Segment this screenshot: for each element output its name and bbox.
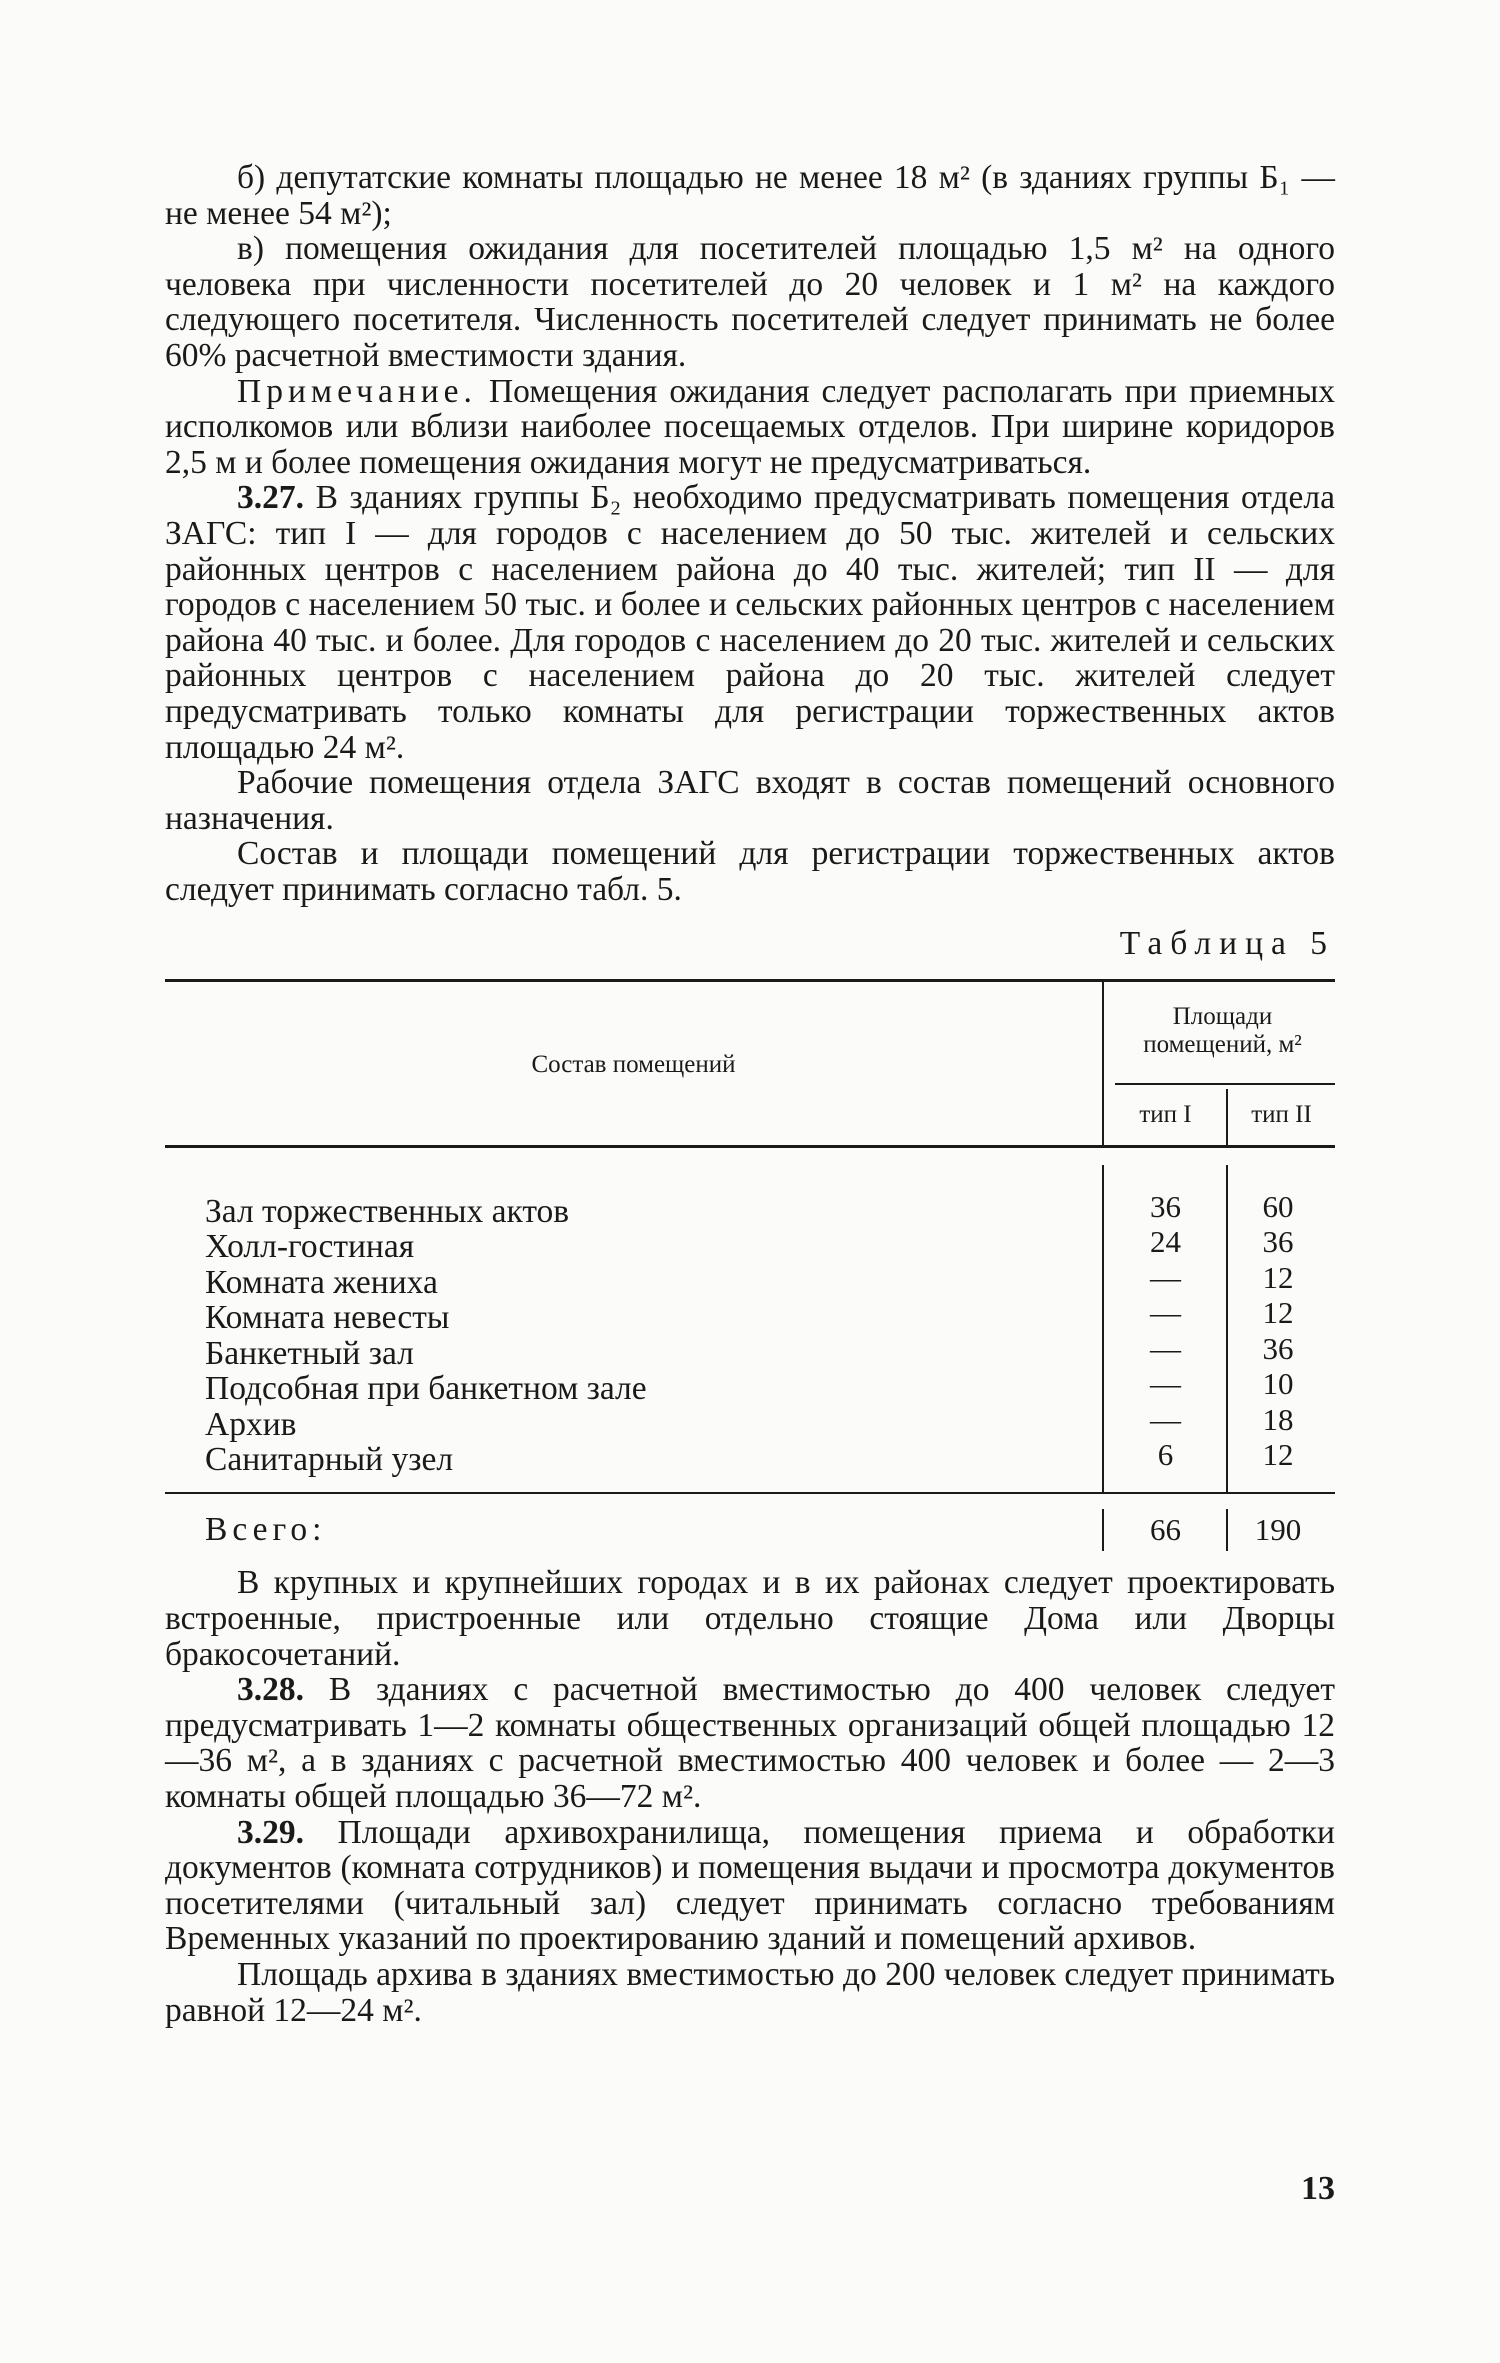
row-t1-7: 6 bbox=[1157, 1437, 1174, 1473]
table-subheader-rule bbox=[1115, 1083, 1335, 1085]
paragraph-3-29 bbox=[165, 1815, 1335, 1957]
clause-number-3-27: 3.27. bbox=[237, 479, 304, 517]
row-name-5: Подсобная при банкетном зале bbox=[205, 1370, 647, 1408]
paragraph-composition: Состав и площади помещений для регистрации торжественных актов следует принимать согласно табл. 5. bbox=[165, 835, 1335, 908]
row-t2-2: 12 bbox=[1262, 1260, 1294, 1296]
row-name-3: Комната невесты bbox=[205, 1299, 450, 1337]
row-t2-6: 18 bbox=[1262, 1402, 1294, 1438]
clause-text-3-27: В зданиях группы Б₂ необходимо предусматривать помещения отдела ЗАГС: тип I — для городов с населением до 50 тыс. жителей и сельских районных центров с населением района до 40 тыс. жителей; тип II — для городов с населением 50 тыс. и более и сельских районных центров с населением района 40 тыс. и более. Для городов с населением до 20 тыс. жителей и сельских районных центров с населением района до 20 тыс. жителей следует предусматривать только комнаты для регистрации торжественных актов площадью 24 м². bbox=[165, 479, 1335, 766]
row-name-7: Санитарный узел bbox=[205, 1441, 454, 1479]
table-vline-body-1 bbox=[1102, 1165, 1104, 1492]
paragraph-note bbox=[165, 374, 1335, 481]
paragraph-work-rooms: Рабочие помещения отдела ЗАГС входят в состав помещений основного назначения. bbox=[165, 764, 1335, 837]
row-t2-4: 36 bbox=[1262, 1331, 1294, 1367]
row-t1-5: — bbox=[1150, 1366, 1181, 1402]
row-name-2: Комната жениха bbox=[205, 1264, 438, 1302]
header-rooms: Состав помещений bbox=[531, 1051, 736, 1079]
paragraph-deputy-rooms: б) депутатские комнаты площадью не менее 18 м² (в зданиях группы Б₁ — не менее 54 м²); bbox=[165, 159, 1335, 232]
row-t1-2: — bbox=[1150, 1260, 1181, 1296]
row-t2-1: 36 bbox=[1262, 1224, 1294, 1260]
note-text: Помещения ожидания следует располагать при приемных исполкомов или вблизи наиболее посещаемых отделов. При ширине коридоров 2,5 м и более помещения ожидания могут не предусматриваться. bbox=[165, 372, 1335, 481]
paragraph-waiting-rooms: в) помещения ожидания для посетителей площадью 1,5 м² на одного человека при численности посетителей до 20 человек и 1 м² на каждого следующего посетителя. Численность посетителей следует принимать не более 60% расчетной вместимости здания. bbox=[165, 230, 1335, 374]
clause-text-3-29: Площади архивохранилища, помещения приема и обработки документов (комната сотрудников) и помещения выдачи и просмотра документов посетителями (читальный зал) следует принимать согласно требованиям Временных указаний по проектированию зданий и помещений архивов. bbox=[165, 1813, 1335, 1958]
row-t1-6: — bbox=[1150, 1402, 1181, 1438]
row-t2-0: 60 bbox=[1262, 1189, 1294, 1225]
total-type-2: 190 bbox=[1254, 1512, 1302, 1548]
table-total-rule bbox=[165, 1492, 1335, 1494]
row-name-0: Зал торжественных актов bbox=[205, 1193, 570, 1231]
page-number: 13 bbox=[1301, 2170, 1335, 2207]
header-type-1: тип I bbox=[1139, 1101, 1192, 1129]
clause-number-3-29: 3.29. bbox=[237, 1813, 304, 1851]
row-t2-3: 12 bbox=[1262, 1295, 1294, 1331]
paragraph-3-27 bbox=[165, 480, 1335, 765]
row-t1-4: — bbox=[1150, 1331, 1181, 1367]
row-t1-1: 24 bbox=[1150, 1224, 1181, 1260]
row-name-6: Архив bbox=[205, 1406, 297, 1444]
table-5 bbox=[165, 979, 1335, 1559]
table-vline-total-1 bbox=[1102, 1509, 1104, 1551]
row-t1-3: — bbox=[1150, 1295, 1181, 1331]
document-page bbox=[165, 160, 1335, 2028]
row-t1-0: 36 bbox=[1150, 1189, 1181, 1225]
header-type-2: тип II bbox=[1251, 1101, 1312, 1129]
table-vline-header-1 bbox=[1102, 982, 1104, 1145]
table-top-rule bbox=[165, 979, 1335, 982]
paragraph-large-cities: В крупных и крупнейших городах и в их районах следует проектировать встроенные, пристроенные или отдельно стоящие Дома или Дворцы бракосочетаний. bbox=[165, 1564, 1335, 1673]
clause-number-3-28: 3.28. bbox=[237, 1671, 304, 1709]
table-caption: Таблица 5 bbox=[1119, 925, 1335, 963]
note-label: Примечание. bbox=[237, 372, 477, 410]
paragraph-archive-area: Площадь архива в зданиях вместимостью до 200 человек следует принимать равной 12—24 м². bbox=[165, 1956, 1335, 2029]
clause-text-3-28: В зданиях с расчетной вместимостью до 400 человек следует предусматривать 1—2 комнаты общественных организаций общей площадью 12—36 м², а в зданиях с расчетной вместимостью 400 человек и более — 2—3 комнаты общей площадью 36—72 м². bbox=[165, 1671, 1335, 1816]
total-label: Всего: bbox=[205, 1511, 327, 1549]
row-t2-7: 12 bbox=[1262, 1437, 1294, 1473]
row-t2-5: 10 bbox=[1262, 1366, 1294, 1402]
table-header-rule bbox=[165, 1145, 1335, 1148]
header-area: Площади помещений, м² bbox=[1143, 1003, 1302, 1059]
row-name-4: Банкетный зал bbox=[205, 1335, 414, 1373]
row-name-1: Холл-гостиная bbox=[205, 1228, 415, 1266]
total-type-1: 66 bbox=[1150, 1512, 1181, 1548]
paragraph-3-28 bbox=[165, 1672, 1335, 1814]
